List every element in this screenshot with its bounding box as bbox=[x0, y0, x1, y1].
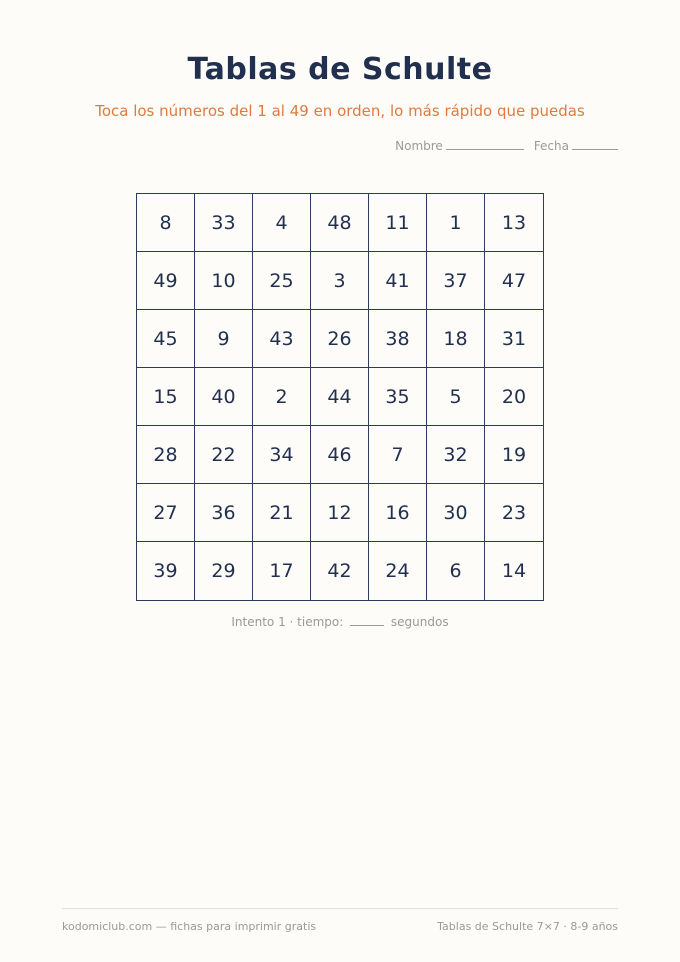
grid-cell[interactable]: 11 bbox=[369, 194, 427, 252]
attempt-prefix: Intento 1 · tiempo: bbox=[231, 615, 344, 629]
grid-cell[interactable]: 13 bbox=[485, 194, 543, 252]
grid-cell[interactable]: 46 bbox=[311, 426, 369, 484]
grid-cell[interactable]: 47 bbox=[485, 252, 543, 310]
grid-cell[interactable]: 40 bbox=[195, 368, 253, 426]
grid-cell[interactable]: 3 bbox=[311, 252, 369, 310]
grid-cell[interactable]: 31 bbox=[485, 310, 543, 368]
schulte-grid bbox=[136, 193, 544, 601]
grid-cell[interactable]: 48 bbox=[311, 194, 369, 252]
date-label: Fecha bbox=[533, 139, 569, 153]
name-field bbox=[395, 139, 524, 153]
grid-cell[interactable]: 42 bbox=[311, 542, 369, 600]
grid-cell[interactable]: 20 bbox=[485, 368, 543, 426]
grid-cell[interactable]: 6 bbox=[427, 542, 485, 600]
name-date-fields bbox=[395, 139, 618, 153]
grid-cell[interactable]: 21 bbox=[253, 484, 311, 542]
grid-cell[interactable]: 41 bbox=[369, 252, 427, 310]
grid-cell[interactable]: 23 bbox=[485, 484, 543, 542]
grid-cell[interactable]: 25 bbox=[253, 252, 311, 310]
grid-cell[interactable]: 29 bbox=[195, 542, 253, 600]
attempt-time-line bbox=[0, 615, 680, 629]
footer-site-text: kodomiclub.com — fichas para imprimir gratis bbox=[62, 920, 317, 933]
grid-cell[interactable]: 18 bbox=[427, 310, 485, 368]
grid-cell[interactable]: 22 bbox=[195, 426, 253, 484]
grid-cell[interactable]: 35 bbox=[369, 368, 427, 426]
footer-divider bbox=[62, 908, 618, 909]
page-title: Tablas de Schulte bbox=[187, 52, 493, 87]
footer-sheet-info: Tablas de Schulte 7×7 · 8-9 años bbox=[437, 920, 618, 933]
grid-cell[interactable]: 38 bbox=[369, 310, 427, 368]
grid-cell[interactable]: 27 bbox=[137, 484, 195, 542]
grid-cell[interactable]: 44 bbox=[311, 368, 369, 426]
grid-cell[interactable]: 12 bbox=[311, 484, 369, 542]
grid-cell[interactable]: 34 bbox=[253, 426, 311, 484]
grid-cell[interactable]: 39 bbox=[137, 542, 195, 600]
grid-cell[interactable]: 14 bbox=[501, 560, 527, 582]
grid-cell[interactable]: 43 bbox=[253, 310, 311, 368]
grid-cell[interactable]: 26 bbox=[311, 310, 369, 368]
date-blank-line bbox=[572, 139, 618, 150]
time-blank-line bbox=[350, 615, 384, 626]
grid-cell[interactable]: 9 bbox=[195, 310, 253, 368]
grid-cell[interactable]: 36 bbox=[195, 484, 253, 542]
grid-cell[interactable]: 45 bbox=[137, 310, 195, 368]
grid-cell[interactable]: 28 bbox=[137, 426, 195, 484]
grid-cell[interactable]: 16 bbox=[369, 484, 427, 542]
attempt-suffix: segundos bbox=[390, 615, 449, 629]
grid-cell[interactable]: 37 bbox=[427, 252, 485, 310]
grid-cell[interactable]: 2 bbox=[253, 368, 311, 426]
name-blank-line bbox=[446, 139, 524, 150]
grid-cell[interactable]: 1 bbox=[427, 194, 485, 252]
grid-cell[interactable]: 24 bbox=[369, 542, 427, 600]
grid-cell[interactable]: 4 bbox=[253, 194, 311, 252]
grid-cell[interactable]: 17 bbox=[253, 542, 311, 600]
grid-cell[interactable]: 32 bbox=[427, 426, 485, 484]
instructions-subtitle: Toca los números del 1 al 49 en orden, lo más rápido que puedas bbox=[95, 102, 585, 120]
grid-cell[interactable]: 8 bbox=[137, 194, 195, 252]
grid-cell[interactable]: 19 bbox=[485, 426, 543, 484]
name-label: Nombre bbox=[395, 139, 443, 153]
grid-cell[interactable]: 5 bbox=[427, 368, 485, 426]
grid-cell[interactable]: 30 bbox=[427, 484, 485, 542]
grid-cell[interactable]: 10 bbox=[195, 252, 253, 310]
grid-cell[interactable]: 15 bbox=[137, 368, 195, 426]
grid-cell[interactable]: 49 bbox=[137, 252, 195, 310]
grid-cell[interactable]: 33 bbox=[195, 194, 253, 252]
grid-cell[interactable]: 7 bbox=[369, 426, 427, 484]
date-field bbox=[534, 139, 618, 153]
